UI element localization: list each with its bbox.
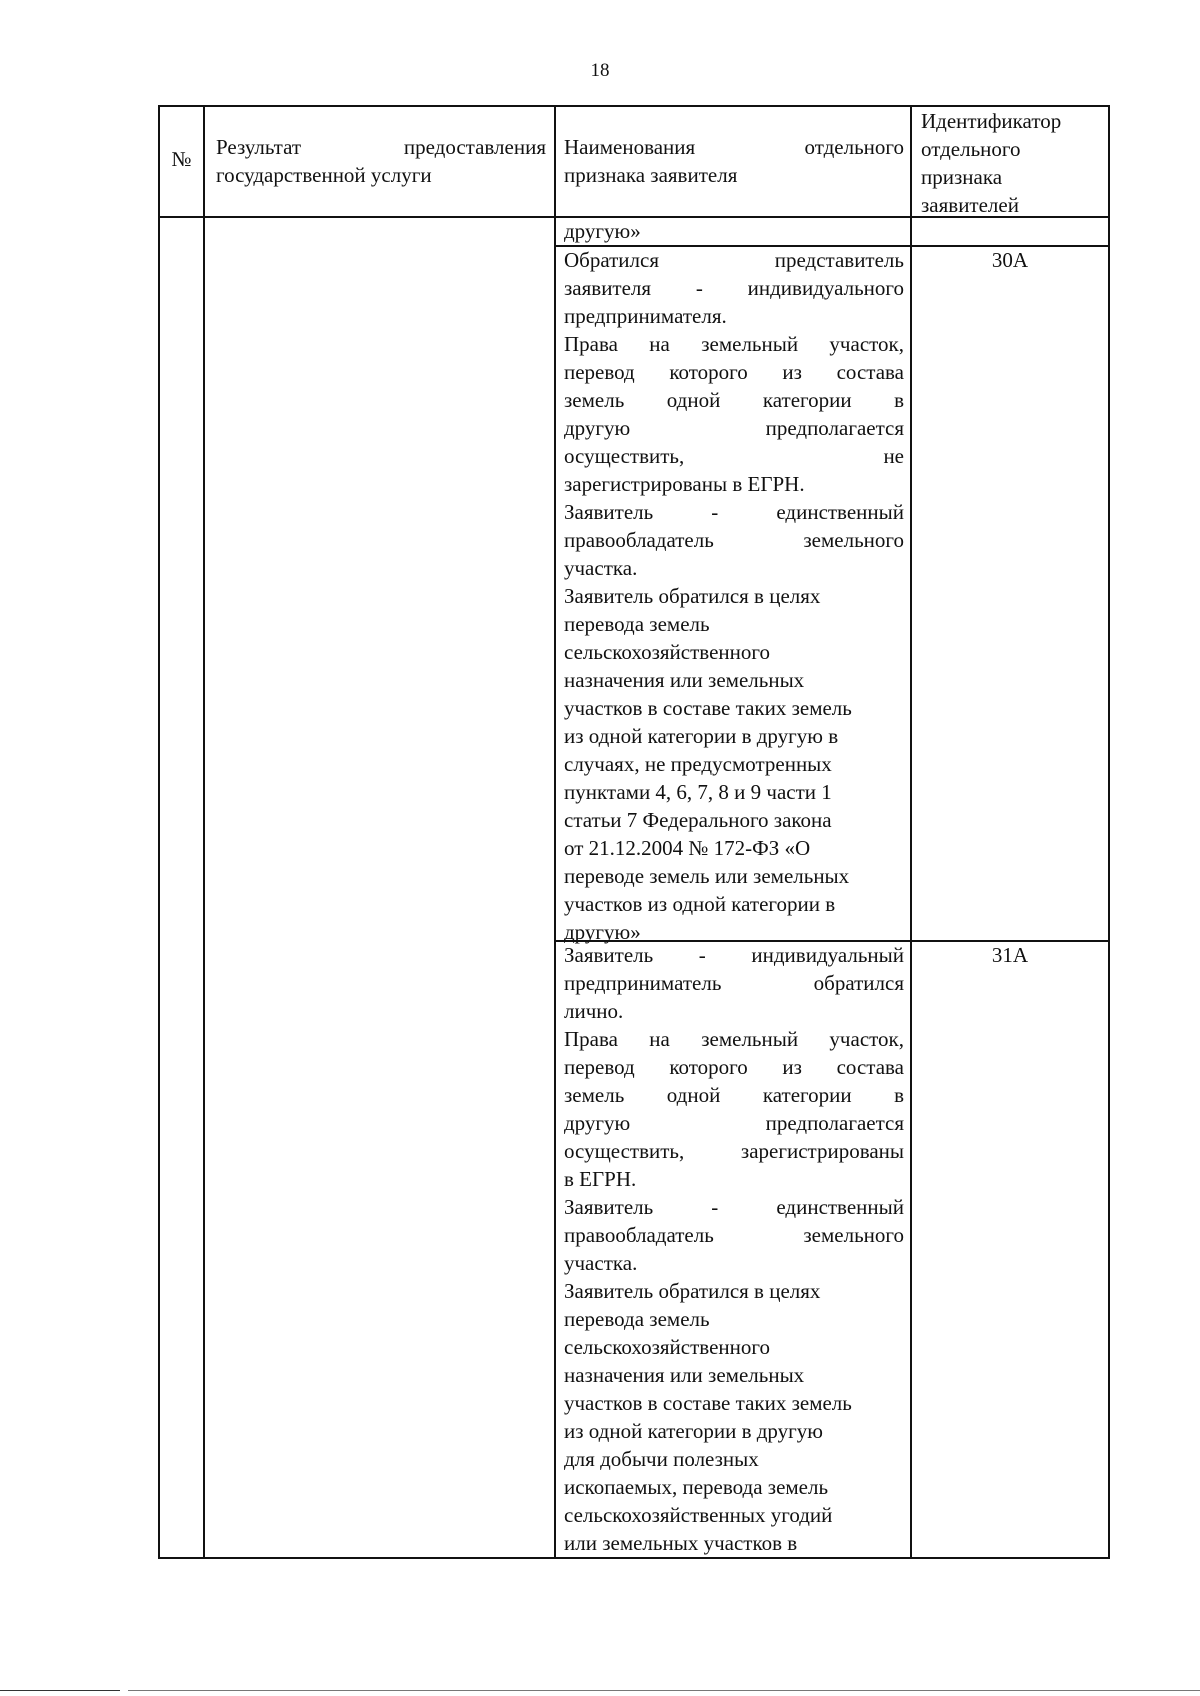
feature-line: Права на земельный участок, [564, 1027, 904, 1051]
feature-line: предпринимателя. [564, 304, 727, 328]
feature-line: в ЕГРН. [564, 1167, 637, 1191]
feature-line: Заявитель - единственный [564, 500, 904, 524]
header-num-text: № [171, 147, 192, 171]
row-3-feature [564, 941, 904, 1557]
header-feature-line: признака заявителя [564, 163, 738, 187]
feature-line: перевода земель [564, 612, 710, 636]
header-feature [564, 133, 904, 189]
identifier-value: 30А [991, 248, 1029, 272]
feature-line: статьи 7 Федерального закона [564, 808, 832, 832]
header-result-line: Результат предоставления [216, 135, 546, 159]
header-identifier-line: отдельного [921, 137, 1021, 161]
row-1-feature [564, 217, 904, 245]
feature-line: Обратился представитель [564, 248, 904, 272]
feature-line: участков из одной категории в [564, 892, 836, 916]
feature-line: осуществить, не [564, 444, 904, 468]
feature-line: Заявитель обратился в целях [564, 584, 821, 608]
header-result-line: государственной услуги [216, 163, 432, 187]
feature-line: участков в составе таких земель [564, 1391, 852, 1415]
feature-line: из одной категории в другую [564, 1419, 823, 1443]
feature-line: предприниматель обратился [564, 971, 904, 995]
header-identifier-line: заявителей [921, 193, 1019, 217]
col-feature-divider [910, 105, 912, 1559]
feature-line: земель одной категории в [564, 388, 904, 412]
table-left-border [158, 105, 160, 1559]
row-2-feature [564, 246, 904, 946]
table-right-border [1108, 105, 1110, 1559]
feature-line: другую предполагается [564, 1111, 904, 1135]
header-result [216, 133, 546, 189]
feature-line: для добычи полезных [564, 1447, 759, 1471]
row-3-identifier [912, 941, 1108, 969]
feature-line: от 21.12.2004 № 172-ФЗ «О [564, 836, 811, 860]
page-number: 18 [590, 60, 610, 81]
feature-line: другую» [564, 920, 641, 944]
footer-rule-left [0, 1690, 120, 1691]
services-table [158, 105, 1110, 1559]
feature-line: переводе земель или земельных [564, 864, 850, 888]
feature-line: сельскохозяйственного [564, 640, 770, 664]
identifier-value: 31А [991, 943, 1029, 967]
header-identifier-line: признака [921, 165, 1003, 189]
feature-line: Заявитель - единственный [564, 1195, 904, 1219]
feature-line: заявителя - индивидуального [564, 276, 904, 300]
feature-line: назначения или земельных [564, 1363, 805, 1387]
feature-line: назначения или земельных [564, 668, 805, 692]
header-feature-line: Наименования отдельного [564, 135, 904, 159]
header-num [160, 145, 203, 173]
footer-rule-right [128, 1690, 1200, 1691]
feature-line: участка. [564, 556, 638, 580]
feature-line: перевод которого из состава [564, 360, 904, 384]
feature-line: или земельных участков в [564, 1531, 798, 1555]
feature-line: участков в составе таких земель [564, 696, 852, 720]
feature-line: сельскохозяйственного [564, 1335, 770, 1359]
feature-line: Заявитель - индивидуальный [564, 943, 904, 967]
feature-line: зарегистрированы в ЕГРН. [564, 472, 805, 496]
feature-line: Заявитель обратился в целях [564, 1279, 821, 1303]
feature-line: земель одной категории в [564, 1083, 904, 1107]
feature-line: правообладатель земельного [564, 528, 904, 552]
row-2-identifier [912, 246, 1108, 274]
header-identifier-line: Идентификатор [921, 109, 1062, 133]
feature-line: из одной категории в другую в [564, 724, 839, 748]
feature-line: сельскохозяйственных угодий [564, 1503, 833, 1527]
feature-line: пунктами 4, 6, 7, 8 и 9 части 1 [564, 780, 832, 804]
feature-line: участка. [564, 1251, 638, 1275]
feature-line: другую предполагается [564, 416, 904, 440]
feature-line: правообладатель земельного [564, 1223, 904, 1247]
feature-line: перевода земель [564, 1307, 710, 1331]
feature-line: лично. [564, 999, 624, 1023]
table-bottom-border [158, 1557, 1110, 1559]
feature-line: ископаемых, перевода земель [564, 1475, 829, 1499]
feature-line: случаях, не предусмотренных [564, 752, 832, 776]
feature-line: Права на земельный участок, [564, 332, 904, 356]
feature-line: осуществить, зарегистрированы [564, 1139, 904, 1163]
col-result-divider [554, 105, 556, 1559]
col-num-divider [203, 105, 205, 1559]
feature-line: другую» [564, 219, 641, 243]
feature-line: перевод которого из состава [564, 1055, 904, 1079]
header-identifier [921, 107, 1106, 219]
